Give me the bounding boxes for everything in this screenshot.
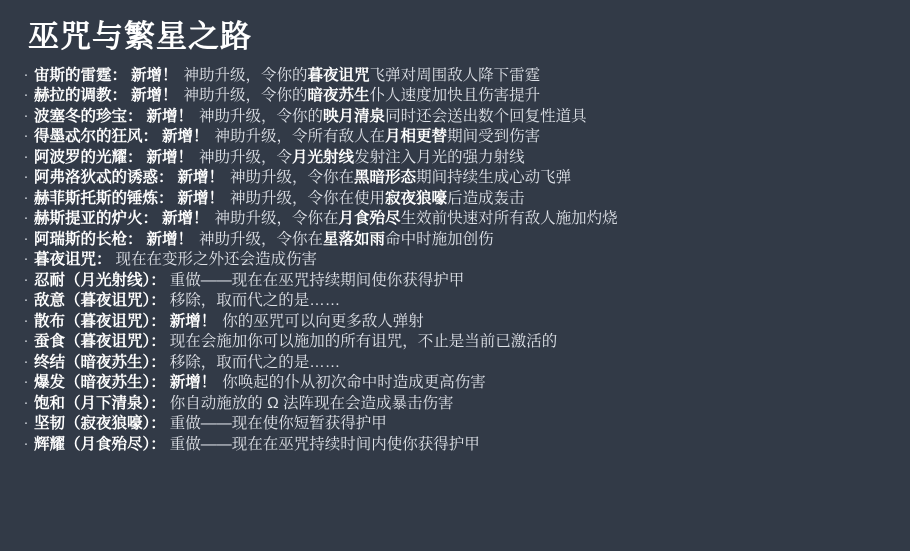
description-highlight: 星落如雨 (323, 230, 386, 248)
description-highlight: 暮夜诅咒 (307, 66, 370, 84)
list-item (18, 332, 892, 353)
item-description (222, 375, 486, 391)
bullet-icon: · (23, 147, 29, 165)
bullet-icon: · (23, 65, 29, 83)
bullet-icon: · (23, 209, 29, 227)
new-badge: 新增！ (146, 107, 194, 125)
bullet-icon: · (23, 291, 29, 309)
item-name: 暮夜诅咒： (34, 251, 112, 269)
item-name: 敌意（暮夜诅咒）： (34, 292, 166, 310)
item-description (170, 293, 341, 309)
bullet-icon: · (23, 168, 29, 186)
list-item (18, 291, 892, 312)
new-badge: 新增！ (169, 312, 217, 330)
item-name: 辉耀（月食殆尽）： (34, 435, 166, 453)
item-name: 波塞冬的珍宝： (34, 107, 143, 125)
list-item (18, 373, 892, 394)
description-pre: 神助升级，令你在 (214, 210, 339, 228)
item-name: 蚕食（暮夜诅咒）： (34, 333, 166, 351)
item-name: 赫斯提亚的炉火： (34, 210, 159, 228)
item-name: 坚韧（寂夜狼嚎）： (34, 415, 166, 433)
description-highlight: 黑暗形态 (354, 169, 417, 187)
list-item (18, 311, 892, 332)
item-description (170, 273, 465, 289)
description-pre: 移除，取而代之的是…… (169, 292, 341, 310)
item-description (222, 314, 424, 330)
item-name: 阿瑞斯的长枪： (34, 230, 143, 248)
description-post: 后造成轰击 (447, 189, 525, 207)
item-name: 爆发（暗夜苏生）： (34, 374, 166, 392)
item-name: 宙斯的雷霆： (34, 66, 128, 84)
page-title: 巫咒与繁星之路 (28, 19, 252, 54)
list-item (18, 86, 892, 107)
description-pre: 你自动施放的 Ω 法阵现在会造成暴击伤害 (169, 394, 454, 412)
list-item (18, 414, 892, 435)
description-pre: 移除，取而代之的是…… (169, 353, 341, 371)
item-description (199, 232, 494, 248)
list-item (18, 250, 892, 271)
list-item (18, 65, 892, 86)
description-post: 同时还会送出数个回复性道具 (385, 107, 587, 125)
item-description (170, 437, 480, 453)
bullet-icon: · (23, 332, 29, 350)
list-item (18, 127, 892, 148)
item-description (230, 191, 525, 207)
description-highlight: 月光射线 (292, 148, 355, 166)
bullet-icon: · (23, 311, 29, 329)
item-name: 赫菲斯托斯的锤炼： (34, 189, 174, 207)
new-badge: 新增！ (169, 374, 217, 392)
item-description (184, 68, 541, 84)
list-item (18, 229, 892, 250)
list-item (18, 270, 892, 291)
new-badge: 新增！ (146, 148, 194, 166)
description-highlight: 映月清泉 (323, 107, 386, 125)
description-pre: 重做——现在在巫咒持续时间内使你获得护甲 (169, 435, 480, 453)
item-description (215, 129, 541, 145)
description-post: 命中时施加创伤 (385, 230, 494, 248)
bullet-icon: · (23, 106, 29, 124)
bullet-icon: · (23, 373, 29, 391)
list-item (18, 434, 892, 455)
bullet-icon: · (23, 86, 29, 104)
bullet-icon: · (23, 434, 29, 452)
item-description (199, 109, 587, 125)
new-badge: 新增！ (131, 87, 178, 105)
bullet-icon: · (23, 250, 29, 268)
item-description (170, 396, 454, 412)
description-pre: 你的巫咒可以向更多敌人弹射 (222, 312, 424, 330)
list-item (18, 393, 892, 414)
description-pre: 神助升级，令 (199, 148, 293, 166)
description-highlight: 月食殆尽 (338, 210, 401, 228)
description-post: 生效前快速对所有敌人施加灼烧 (400, 210, 618, 228)
new-badge: 新增！ (131, 66, 178, 84)
item-description (170, 355, 341, 371)
list-item (18, 147, 892, 168)
item-name: 饱和（月下清泉）： (34, 394, 166, 412)
description-pre: 神助升级，令所有敌人在 (214, 128, 386, 146)
bullet-icon: · (23, 188, 29, 206)
description-highlight: 暗夜苏生 (307, 87, 370, 105)
description-pre: 现在在变形之外还会造成伤害 (115, 251, 318, 269)
bullet-icon: · (23, 127, 29, 145)
item-description (230, 170, 571, 186)
description-highlight: 月相更替 (385, 128, 448, 146)
item-name: 散布（暮夜诅咒）： (34, 312, 166, 330)
item-name: 得墨忒尔的狂风： (34, 128, 159, 146)
item-description (184, 88, 541, 104)
description-pre: 神助升级，令你的 (183, 66, 308, 84)
list-item (18, 352, 892, 373)
description-post: 期间受到伤害 (447, 128, 541, 146)
description-pre: 现在会施加你可以施加的所有诅咒，不止是当前已激活的 (169, 333, 558, 351)
description-pre: 神助升级，令你在使用 (230, 189, 386, 207)
item-description (170, 416, 387, 432)
bullet-icon: · (23, 414, 29, 432)
new-badge: 新增！ (162, 210, 209, 228)
description-pre: 神助升级，令你的 (199, 107, 324, 125)
bullet-icon: · (23, 352, 29, 370)
list-item (18, 209, 892, 230)
patch-notes-list (18, 65, 892, 455)
new-badge: 新增！ (177, 189, 225, 207)
description-pre: 神助升级，令你在 (199, 230, 324, 248)
description-post: 期间持续生成心动飞弹 (416, 169, 572, 187)
description-post: 发射注入月光的强力射线 (354, 148, 525, 166)
description-pre: 重做——现在使你短暂获得护甲 (169, 415, 387, 433)
description-post: 飞弹对周围敌人降下雷霆 (369, 66, 541, 84)
bullet-icon: · (23, 270, 29, 288)
description-pre: 你唤起的仆从初次命中时造成更高伤害 (222, 374, 486, 392)
description-pre: 神助升级，令你的 (183, 87, 308, 105)
list-item (18, 168, 892, 189)
list-item (18, 188, 892, 209)
bullet-icon: · (23, 229, 29, 247)
new-badge: 新增！ (177, 169, 225, 187)
item-name: 忍耐（月光射线）： (34, 271, 166, 289)
item-name: 终结（暗夜苏生）： (34, 353, 166, 371)
description-highlight: 寂夜狼嚎 (385, 189, 448, 207)
item-description (170, 334, 558, 350)
description-pre: 神助升级，令你在 (230, 169, 355, 187)
item-description (199, 150, 525, 166)
description-pre: 重做——现在在巫咒持续期间使你获得护甲 (169, 271, 465, 289)
new-badge: 新增！ (162, 128, 209, 146)
list-item (18, 106, 892, 127)
item-description (116, 252, 318, 268)
bullet-icon: · (23, 393, 29, 411)
new-badge: 新增！ (146, 230, 194, 248)
item-name: 阿波罗的光耀： (34, 148, 143, 166)
description-post: 仆人速度加快且伤害提升 (369, 87, 541, 105)
item-name: 赫拉的调教： (34, 87, 128, 105)
item-description (215, 211, 618, 227)
item-name: 阿弗洛狄忒的诱惑： (34, 169, 174, 187)
